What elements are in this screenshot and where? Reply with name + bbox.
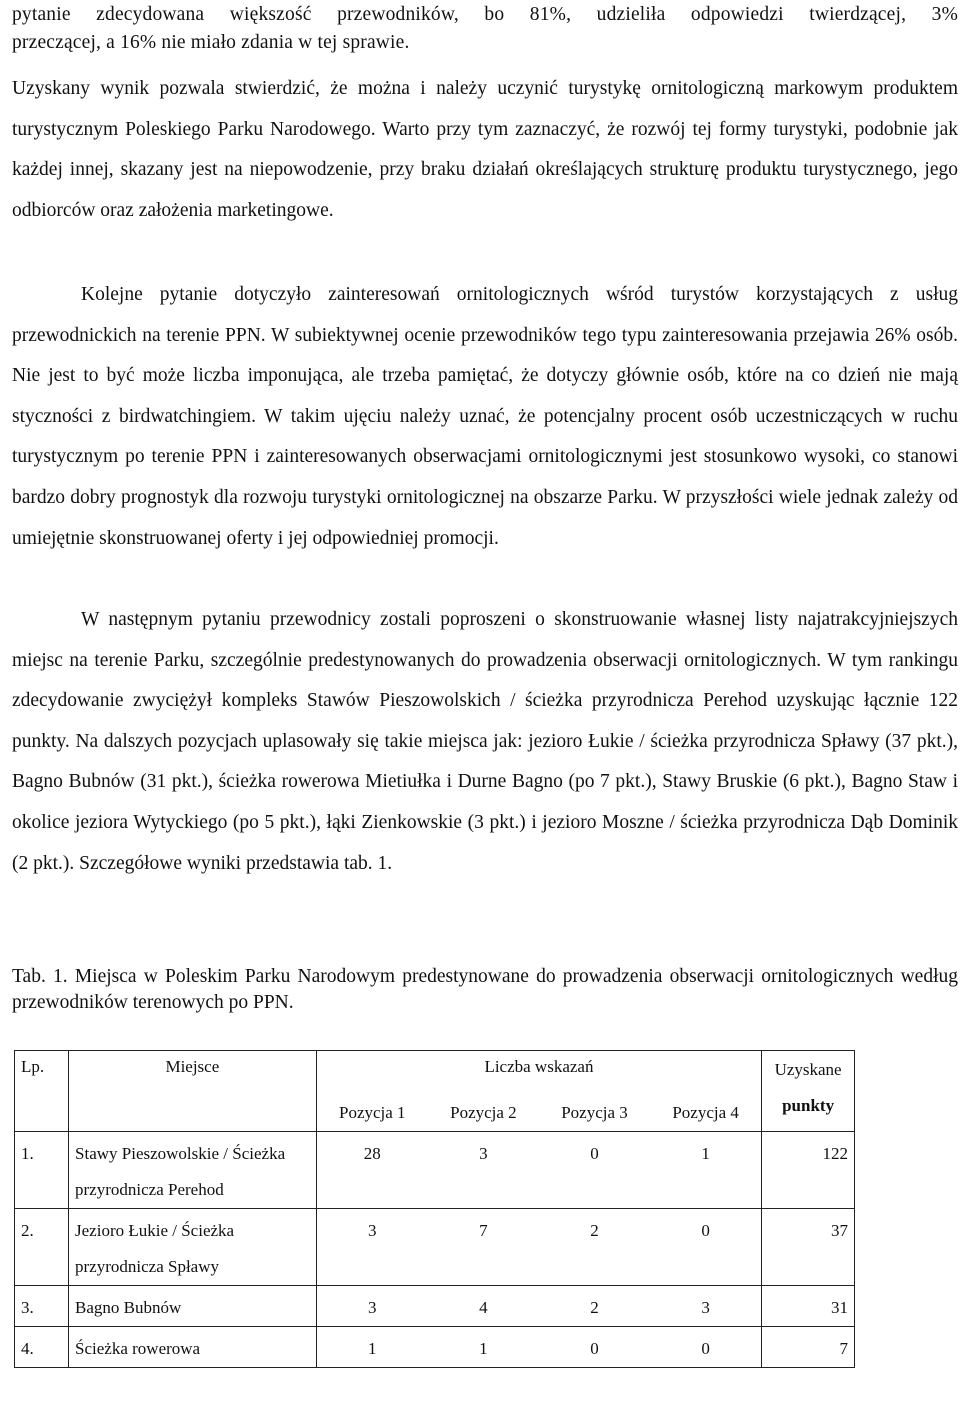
header-pozycja-3: Pozycja 3 <box>539 1083 650 1132</box>
row-punkty: 7 <box>762 1327 855 1368</box>
row-pozycja-4: 0 <box>650 1327 762 1368</box>
header-pozycja-4: Pozycja 4 <box>650 1083 762 1132</box>
header-punkty-line2: punkty <box>782 1096 835 1115</box>
row-place: Bagno Bubnów <box>69 1286 317 1327</box>
table-header-row <box>15 1051 855 1084</box>
table-row <box>15 1286 855 1327</box>
row-pozycja-3: 2 <box>539 1286 650 1327</box>
header-miejsce: Miejsce <box>69 1051 317 1132</box>
row-lp: 1. <box>15 1132 69 1209</box>
row-lp: 2. <box>15 1209 69 1286</box>
row-pozycja-4: 1 <box>650 1132 762 1209</box>
header-uzyskane-punkty <box>762 1051 855 1132</box>
row-pozycja-3: 0 <box>539 1327 650 1368</box>
row-lp: 4. <box>15 1327 69 1368</box>
table-row <box>15 1327 855 1368</box>
header-lp: Lp. <box>15 1051 69 1132</box>
row-pozycja-1: 28 <box>316 1132 428 1209</box>
table-caption: Tab. 1. Miejsca w Poleskim Parku Narodowym predestynowane do prowadzenia obserwacji ornitologicznych według przewodników terenowych po PPN. <box>12 966 958 1013</box>
paragraph-ranking: W następnym pytaniu przewodnicy zostali poproszeni o skonstruowanie własnej listy najatrakcyjniejszych miejsc na terenie Parku, szczególnie predestynowanych do prowadzenia obserwacji ornitologicznych. W tym rankingu zdecydowanie zwyciężył kompleks Stawów Pieszowolskich / ścieżka przyrodnicza Perehod uzyskując łącznie 122 punkty. Na dalszych pozycjach uplasowały się takie miejsca jak: jezioro Łukie / ścieżka przyrodnicza Spławy (37 pkt.), Bagno Bubnów (31 pkt.), ścieżka rowerowa Mietiułka i Durne Bagno (po 7 pkt.), Stawy Bruskie (6 pkt.), Bagno Staw i okolice jeziora Wytyckiego (po 5 pkt.), łąki Zienkowskie (3 pkt.) i jezioro Moszne / ścieżka przyrodnicza Dąb Dominik (2 pkt.). Szczegółowe wyniki przedstawia tab. 1. <box>12 609 958 874</box>
row-lp: 3. <box>15 1286 69 1327</box>
row-punkty: 31 <box>762 1286 855 1327</box>
row-place: Stawy Pieszowolskie / Ścieżka przyrodnicza Perehod <box>69 1132 317 1209</box>
header-liczba-wskazan: Liczba wskazań <box>316 1051 761 1084</box>
row-place: Ścieżka rowerowa <box>69 1327 317 1368</box>
row-pozycja-2: 7 <box>428 1209 539 1286</box>
paragraph-result-summary: Uzyskany wynik pozwala stwierdzić, że można i należy uczynić turystykę ornitologiczną markowym produktem turystycznym Poleskiego Parku Narodowego. Warto przy tym zaznaczyć, że rozwój tej formy turystyki, podobnie jak każdej innej, skazany jest na niepowodzenie, przy braku działań określających strukturę produktu turystycznego, jego odbiorców oraz założenia marketingowe. <box>12 78 958 221</box>
row-punkty: 37 <box>762 1209 855 1286</box>
row-punkty: 122 <box>762 1132 855 1209</box>
row-pozycja-2: 4 <box>428 1286 539 1327</box>
table-row <box>15 1132 855 1209</box>
header-pozycja-2: Pozycja 2 <box>428 1083 539 1132</box>
row-pozycja-4: 0 <box>650 1209 762 1286</box>
row-pozycja-1: 1 <box>316 1327 428 1368</box>
table-row <box>15 1209 855 1286</box>
row-pozycja-1: 3 <box>316 1286 428 1327</box>
row-pozycja-3: 2 <box>539 1209 650 1286</box>
row-pozycja-4: 3 <box>650 1286 762 1327</box>
continued-text-line-2: przeczącej, a 16% nie miało zdania w tej sprawie. <box>12 32 410 53</box>
header-pozycja-1: Pozycja 1 <box>316 1083 428 1132</box>
row-pozycja-2: 3 <box>428 1132 539 1209</box>
continued-text-line-1: pytanie zdecydowana większość przewodników, bo 81%, udzieliła odpowiedzi twierdzącej, 3% <box>12 4 958 25</box>
row-pozycja-3: 0 <box>539 1132 650 1209</box>
header-punkty-line1: Uzyskane <box>774 1060 842 1079</box>
row-place: Jezioro Łukie / Ścieżka przyrodnicza Spławy <box>69 1209 317 1286</box>
row-pozycja-2: 1 <box>428 1327 539 1368</box>
row-pozycja-1: 3 <box>316 1209 428 1286</box>
results-table <box>14 1050 855 1368</box>
paragraph-ornithological-interests: Kolejne pytanie dotyczyło zainteresowań ornitologicznych wśród turystów korzystających z usług przewodnickich na terenie PPN. W subiektywnej ocenie przewodników tego typu zainteresowania przejawia 26% osób. Nie jest to być może liczba imponująca, ale trzeba pamiętać, że dotyczy głównie osób, które na co dzień nie mają styczności z birdwatchingiem. W takim ujęciu należy uznać, że potencjalny procent osób uczestniczących w ruchu turystycznym po terenie PPN i zainteresowanych obserwacjami ornitologicznymi jest stosunkowo wysoki, co stanowi bardzo dobry prognostyk dla rozwoju turystyki ornitologicznej na obszarze Parku. W przyszłości wiele jednak zależy od umiejętnie skonstruowanej oferty i jej odpowiedniej promocji. <box>12 284 958 549</box>
